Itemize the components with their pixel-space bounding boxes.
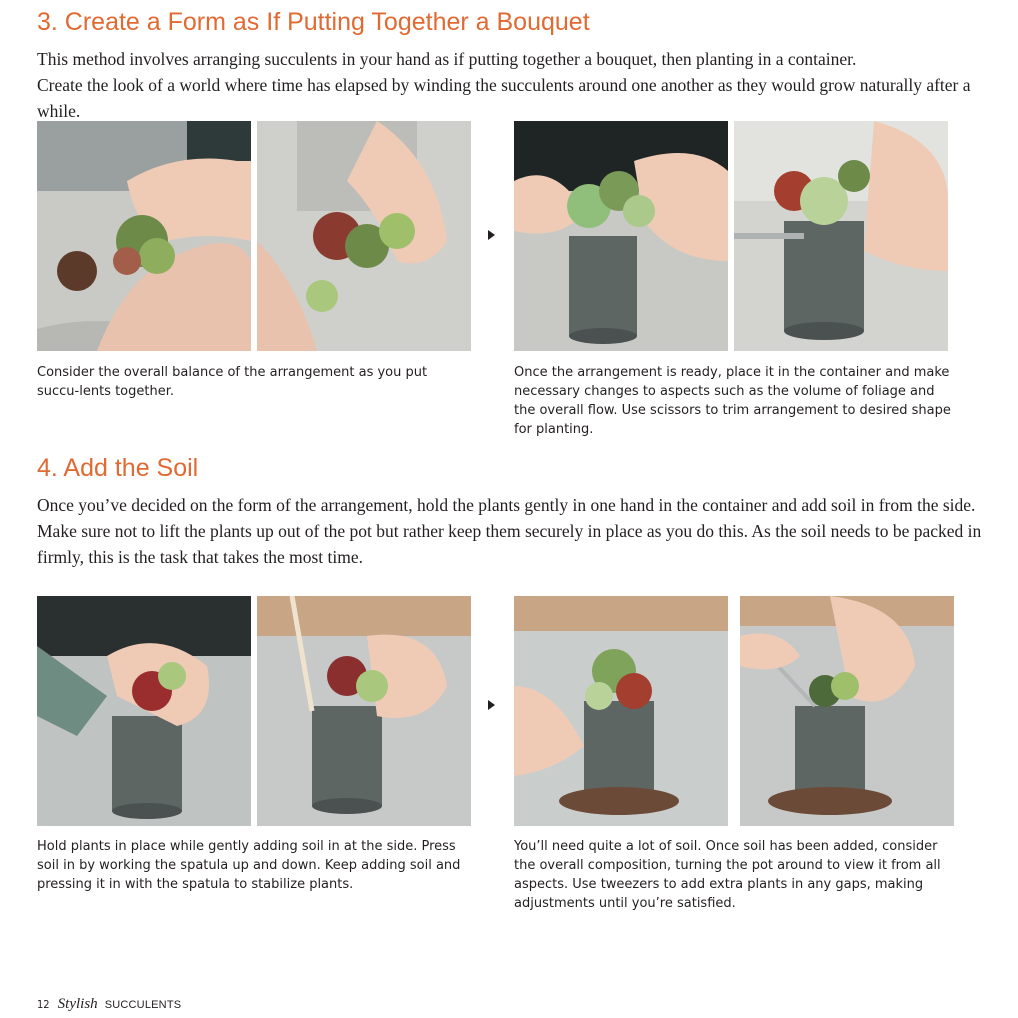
photo-bouquet-hand-1	[37, 121, 251, 351]
section-3-intro	[37, 46, 1002, 124]
caption-bouquet: Consider the overall balance of the arrangement as you put succu-lents together.	[37, 365, 428, 399]
section-3-intro-line-1: This method involves arranging succulents in your hand as if putting together a bouquet, then planting in a container.	[37, 49, 857, 69]
section-4-heading: 4. Add the Soil	[37, 454, 199, 482]
photo-arrangement-in-pot	[514, 121, 728, 351]
arrow-icon	[488, 230, 495, 240]
caption-place-in-container: Once the arrangement is ready, place it in the container and make necessary changes to aspects such as the volume of foliage and the overall flow. Use scissors to trim arrangement to desired shape for planting.	[514, 365, 951, 437]
book-title-stylish: Stylish	[57, 996, 98, 1012]
photo-adding-soil	[37, 596, 251, 826]
book-title-succulents: SUCCULENTS	[104, 999, 182, 1011]
photo-pressing-soil-spatula	[257, 596, 471, 826]
photo-soil-added	[514, 596, 728, 826]
caption-adding-soil: Hold plants in place while gently adding soil in at the side. Press soil in by working the spatula up and down. Keep adding soil and pressing it in with the spatula to stabilize plants.	[37, 839, 461, 892]
section-3-intro-line-2: Create the look of a world where time has elapsed by winding the succulents around one another as they would grow naturally after a while.	[37, 75, 971, 121]
caption-final-adjustments: You’ll need quite a lot of soil. Once soil has been added, consider the overall composition, turning the pot around to view it from all aspects. Use tweezers to add extra plants in any gaps, making adjustments until you’re satisfied.	[514, 839, 941, 911]
section-4-intro: Once you’ve decided on the form of the arrangement, hold the plants gently in one hand in the container and add soil in from the side. Make sure not to lift the plants up out of the pot but rather keep them securely in place as you do this. As the soil needs to be packed in firmly, this is the task that takes the most time.	[37, 495, 982, 567]
arrow-icon	[488, 700, 495, 710]
photo-bouquet-hand-2	[257, 121, 471, 351]
section-3-heading: 3. Create a Form as If Putting Together a Bouquet	[37, 8, 590, 36]
page-footer	[37, 996, 181, 1013]
photo-adding-plants-tweezers	[740, 596, 954, 826]
page-number: 12	[37, 998, 50, 1011]
photo-trimming-with-scissors	[734, 121, 948, 351]
